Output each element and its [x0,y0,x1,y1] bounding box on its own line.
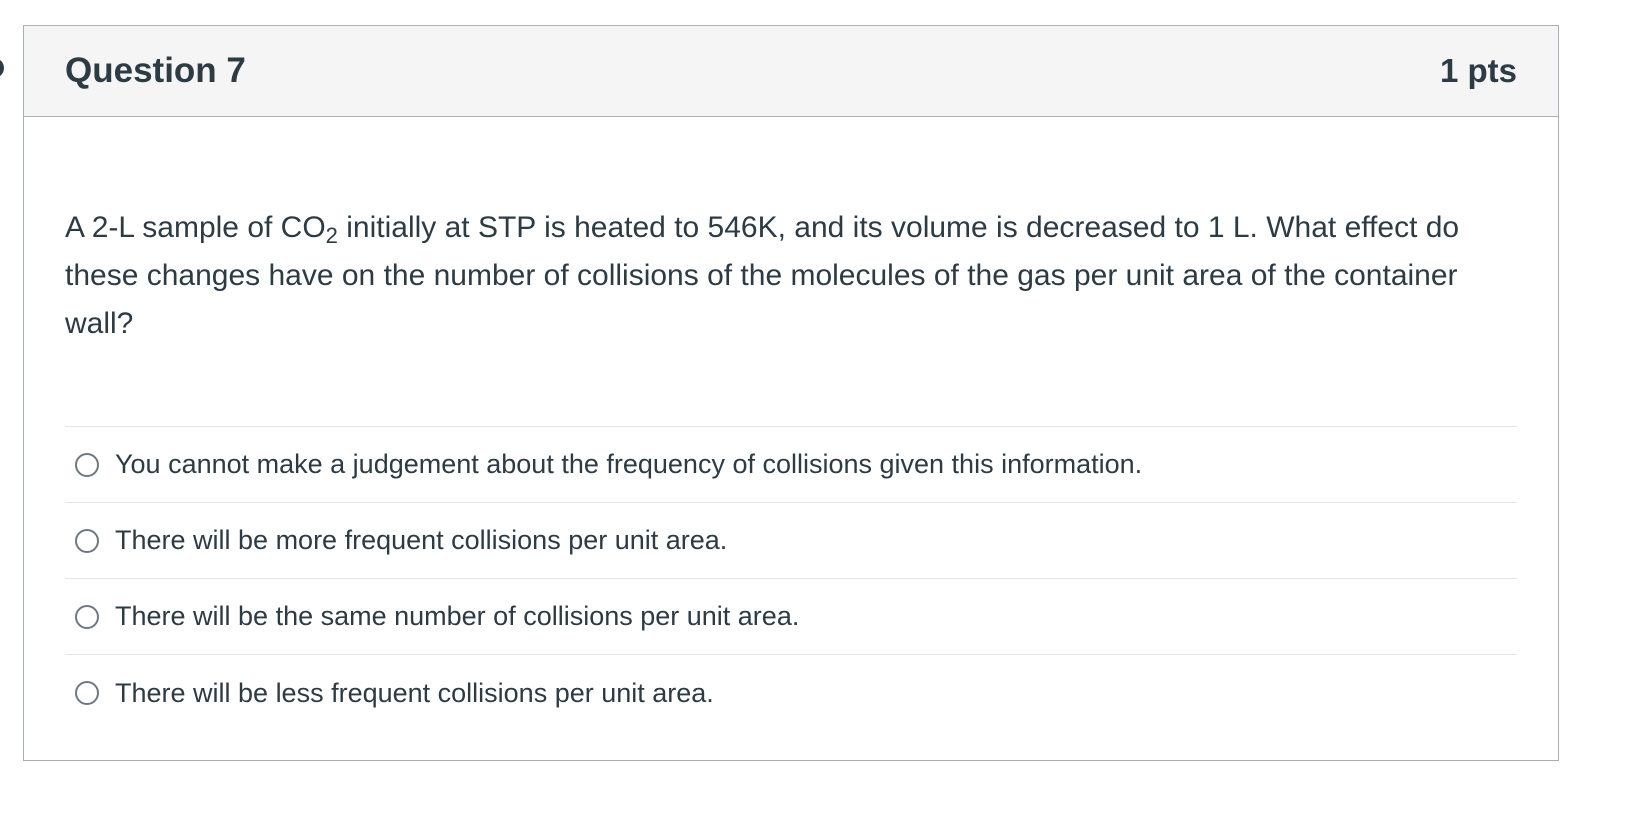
answer-list [65,426,1517,731]
question-card [23,25,1559,761]
question-header [24,26,1558,117]
radio-button-2[interactable] [75,529,99,553]
answer-option-3[interactable] [65,579,1517,655]
answer-label-4: There will be less frequent collisions per unit area. [115,677,714,708]
answer-label-3: There will be the same number of collisions per unit area. [115,601,800,631]
question-body [24,117,1558,731]
question-flag-marker [0,58,4,78]
question-text-part-1: A 2-L sample of CO [65,211,326,244]
question-text-subscript: 2 [325,223,338,248]
answer-label-2: There will be more frequent collisions per unit area. [115,525,728,555]
radio-button-3[interactable] [75,605,99,629]
answer-option-1[interactable] [65,427,1517,503]
question-text [65,117,1505,348]
answer-option-2[interactable] [65,503,1517,579]
radio-button-4[interactable] [75,681,99,705]
answer-option-4[interactable] [65,655,1517,731]
question-points: 1 pts [1439,52,1517,89]
question-text-part-2: initially at STP is heated to 546K, and its volume is decreased to 1 L. What effect do these changes have on the number of collisions of the molecules of the gas per unit area of the container wall? [65,211,1460,340]
answer-label-1: You cannot make a judgement about the frequency of collisions given this information. [115,449,1143,479]
question-title: Question 7 [65,51,246,90]
radio-button-1[interactable] [75,453,99,477]
